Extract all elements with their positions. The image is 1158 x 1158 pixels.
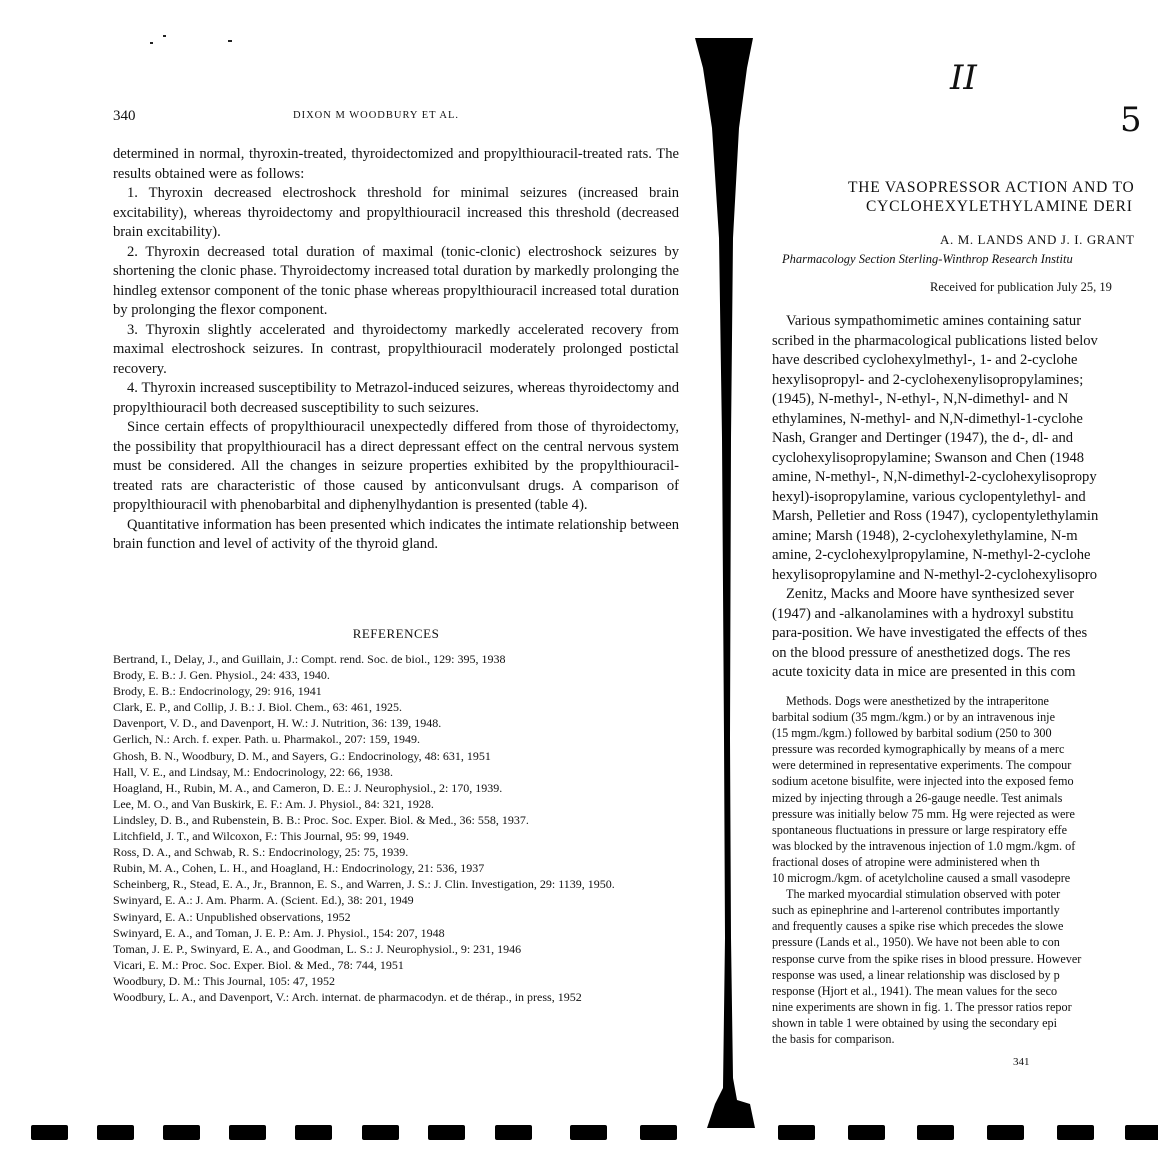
text-line: acute toxicity data in mice are presented in this com [772, 664, 1076, 680]
reference: Brody, E. B.: Endocrinology, 29: 916, 1941 [113, 684, 322, 699]
text-line: Marsh, Pelletier and Ross (1947), cyclopentylethylamin [772, 508, 1099, 524]
registration-dash [570, 1125, 607, 1140]
handwritten-mark: II [950, 58, 977, 98]
page-number: 341 [1013, 1056, 1030, 1068]
reference: Lindsley, D. B., and Rubenstein, B. B.: Proc. Soc. Exper. Biol. & Med., 36: 558, 1937. [113, 812, 529, 827]
scan-registration-marks [0, 1125, 1158, 1145]
text-line: pressure was recorded kymographically by means of a merc [772, 742, 1065, 757]
reference: Scheinberg, R., Stead, E. A., Jr., Brannon, E. S., and Warren, J. S.: J. Clin. Investigation, 29: 1139, 1950. [113, 877, 615, 892]
text-line: nine experiments are shown in fig. 1. The pressor ratios repor [772, 999, 1072, 1014]
text-line: Nash, Granger and Dertinger (1947), the d-, dl- and [772, 430, 1074, 446]
text-line: (1947) and -alkanolamines with a hydroxyl substitu [772, 605, 1074, 622]
text-line: Methods. Dogs were anesthetized by the intraperitone [786, 694, 1049, 708]
intro-text [772, 312, 1158, 683]
reference: Hall, V. E., and Lindsay, M.: Endocrinology, 22: 66, 1938. [113, 764, 393, 779]
reference: Litchfield, J. T., and Wilcoxon, F.: This Journal, 95: 99, 1949. [113, 829, 409, 844]
reference: Swinyard, E. A.: J. Am. Pharm. A. (Scient. Ed.), 38: 201, 1949 [113, 893, 414, 908]
text-line: hexylisopropylamine and N-methyl-2-cyclohexylisopro [772, 566, 1098, 583]
text-line: sodium acetone bisulfite, were injected into the exposed femo [772, 774, 1074, 789]
registration-dash [1125, 1125, 1158, 1140]
registration-dash [163, 1125, 200, 1140]
scan-speck [228, 40, 232, 42]
reference: Bertrand, I., Delay, J., and Guillain, J.: Compt. rend. Soc. de biol., 129: 395, 1938 [113, 652, 506, 666]
text-line: and frequently causes a spike rise which precedes the slowe [772, 919, 1064, 934]
text-line: (15 mgm./kgm.) followed by barbital sodium (250 to 300 [772, 726, 1052, 741]
registration-dash [640, 1125, 677, 1140]
text-line: pressure was initially below 75 mm. Hg were rejected as were [772, 806, 1075, 821]
registration-dash [778, 1125, 815, 1140]
reference: Hoagland, H., Rubin, M. A., and Cameron, D. E.: J. Neurophysiol., 2: 170, 1939. [113, 780, 503, 795]
text-line: barbital sodium (35 mgm./kgm.) or by an intravenous inje [772, 710, 1055, 725]
registration-dash [848, 1125, 885, 1140]
reference: Clark, E. P., and Collip, J. B.: J. Biol. Chem., 63: 461, 1925. [113, 700, 403, 715]
scan-speck [163, 35, 166, 37]
text-line: Zenitz, Macks and Moore have synthesized sever [786, 586, 1075, 602]
registration-dash [917, 1125, 954, 1140]
registration-dash [295, 1125, 332, 1140]
text-line: shown in table 1 were obtained by using the secondary epi [772, 1015, 1057, 1030]
text-line: amine, 2-cyclohexylpropylamine, N-methyl-2-cyclohe [772, 547, 1091, 563]
reference: Brody, E. B.: J. Gen. Physiol., 24: 433, 1940. [113, 668, 330, 683]
reference: Lee, M. O., and Van Buskirk, E. F.: Am. J. Physiol., 84: 321, 1928. [113, 796, 434, 811]
finding-1: 1. Thyroxin decreased electroshock threshold for minimal seizures (increased brain excitability), whereas thyroidectomy and propylthiouracil increased this threshold (decreased brain excitability). [113, 185, 679, 240]
reference: Swinyard, E. A., and Toman, J. E. P.: Am. J. Physiol., 154: 207, 1948 [113, 925, 445, 940]
text-line: 10 microgm./kgm. of acetylcholine caused a small vasodepre [772, 871, 1071, 886]
reference: Vicari, E. M.: Proc. Soc. Exper. Biol. & Med., 78: 744, 1951 [113, 957, 404, 972]
text-line: cyclohexylisopropylamine; Swanson and Chen (1948 [772, 449, 1085, 466]
finding-4: 4. Thyroxin increased susceptibility to Metrazol-induced seizures, whereas thyroidectomy and propylthiouracil both decreased susceptibility to such seizures. [113, 380, 679, 416]
text-line: (1945), N-methyl-, N-ethyl-, N,N-dimethyl- and N [772, 391, 1069, 407]
title-line: CYCLOHEXYLETHYLAMINE DERI [866, 198, 1133, 215]
reference: Toman, J. E. P., Swinyard, E. A., and Goodman, L. S.: J. Neurophysiol., 9: 231, 1946 [113, 941, 522, 956]
article-authors: A. M. LANDS AND J. I. GRANT [940, 232, 1135, 247]
references-list [113, 651, 679, 1005]
text-line: amine, N-methyl-, N,N-dimethyl-2-cyclohexylisopropy [772, 469, 1097, 485]
reference: Davenport, V. D., and Davenport, H. W.: J. Nutrition, 36: 139, 1948. [113, 716, 442, 731]
affiliation: Pharmacology Section Sterling-Winthrop Research Institu [782, 252, 1073, 266]
text-line: spontaneous fluctuations in pressure or large respiratory effe [772, 822, 1068, 837]
text-line: was blocked by the intravenous injection of 1.0 mgm./kgm. of [772, 838, 1076, 853]
registration-dash [1057, 1125, 1094, 1140]
reference: Gerlich, N.: Arch. f. exper. Path. u. Pharmakol., 207: 159, 1949. [113, 732, 420, 747]
registration-dash [31, 1125, 68, 1140]
paragraph: Quantitative information has been presented which indicates the intimate relationship between brain function and level of activity of the thyroid gland. [113, 516, 679, 552]
reference: Rubin, M. A., Cohen, L. H., and Hoagland, H.: Endocrinology, 21: 536, 1937 [113, 861, 485, 876]
text-line: hexyl)-isopropylamine, various cyclopentylethyl- and [772, 488, 1086, 505]
body-text [113, 145, 679, 555]
registration-dash [362, 1125, 399, 1140]
registration-dash [428, 1125, 465, 1140]
finding-2: 2. Thyroxin decreased total duration of maximal (tonic-clonic) electroshock seizures by shortening the clonic phase. Thyroidectomy increased total duration by markedly prolonging the hindleg extensor component of the tonic phase whereas propylthiouracil increased total duration by prolonging the flexor component. [113, 243, 679, 318]
reference: Woodbury, L. A., and Davenport, V.: Arch. internat. de pharmacodyn. et de thérap., in press, 1952 [113, 989, 582, 1004]
text-line: were determined in representative experiments. The compour [772, 758, 1072, 773]
title-line: THE VASOPRESSOR ACTION AND TO [848, 179, 1135, 196]
text-line: scribed in the pharmacological publications listed belov [772, 332, 1098, 349]
registration-dash [495, 1125, 532, 1140]
text-line: para-position. We have investigated the effects of thes [772, 625, 1088, 641]
text-line: have described cyclohexylmethyl-, 1- and 2-cyclohe [772, 352, 1078, 368]
scan-speck [150, 42, 153, 44]
text-line: response curve from the spike rises in blood pressure. However [772, 951, 1082, 966]
paragraph: Since certain effects of propylthiouracil unexpectedly differed from those of thyroidectomy, the possibility that propylthiouracil has a direct depressant effect on the central nervous system must be considered. All the changes in seizure properties exhibited by the propylthiouracil-treated rats are characteristic of those caused by anticonvulsant drugs. A comparison of propylthiouracil with phenobarbital and diphenylhydantion is presented (table 4). [113, 419, 679, 513]
text-line: The marked myocardial stimulation observed with poter [786, 887, 1061, 902]
registration-dash [987, 1125, 1024, 1140]
running-head-authors: DIXON M WOODBURY ET AL. [293, 110, 460, 121]
reference: Ghosh, B. N., Woodbury, D. M., and Sayers, G.: Endocrinology, 48: 631, 1951 [113, 748, 491, 763]
text-line: mized by injecting through a 26-gauge needle. Test animals [772, 790, 1063, 805]
finding-3: 3. Thyroxin slightly accelerated and thyroidectomy markedly accelerated recovery from maximal electroshock seizures. In contrast, propylthiouracil moderately prolonged postictal recovery. [113, 321, 679, 377]
text-line: amine; Marsh (1948), 2-cyclohexylethylamine, N-m [772, 527, 1078, 544]
page-number: 340 [113, 108, 136, 124]
text-line: the basis for comparison. [772, 1031, 895, 1046]
text-line: such as epinephrine and l-arterenol contributes importantly [772, 903, 1060, 918]
references-heading: REFERENCES [352, 626, 440, 641]
text-line: response was used, a linear relationship was disclosed by p [772, 967, 1060, 982]
methods-text [772, 693, 1158, 1047]
reference: Swinyard, E. A.: Unpublished observations, 1952 [113, 909, 351, 924]
handwritten-mark: 5 [1120, 100, 1142, 140]
article-title [848, 178, 1158, 216]
text-line: pressure (Lands et al., 1950). We have not been able to con [772, 935, 1060, 950]
registration-dash [97, 1125, 134, 1140]
text-line: fractional doses of atropine were administered when th [772, 854, 1040, 869]
text-line: on the blood pressure of anesthetized dogs. The res [772, 644, 1071, 661]
text-line: response (Hjort et al., 1941). The mean values for the seco [772, 983, 1058, 998]
text-line: ethylamines, N-methyl- and N,N-dimethyl-1-cyclohe [772, 410, 1083, 427]
text-line: Various sympathomimetic amines containing satur [786, 313, 1082, 329]
paragraph: determined in normal, thyroxin-treated, thyroidectomized and propylthiouracil-treated rats. The results obtained were as follows: [113, 146, 679, 182]
right-page [740, 0, 1158, 1158]
reference: Woodbury, D. M.: This Journal, 105: 47, 1952 [113, 973, 336, 988]
registration-dash [229, 1125, 266, 1140]
reference: Ross, D. A., and Schwab, R. S.: Endocrinology, 25: 75, 1939. [113, 845, 409, 860]
received-date: Received for publication July 25, 19 [930, 280, 1112, 294]
text-line: hexylisopropyl- and 2-cyclohexenylisopropylamines; [772, 371, 1084, 388]
